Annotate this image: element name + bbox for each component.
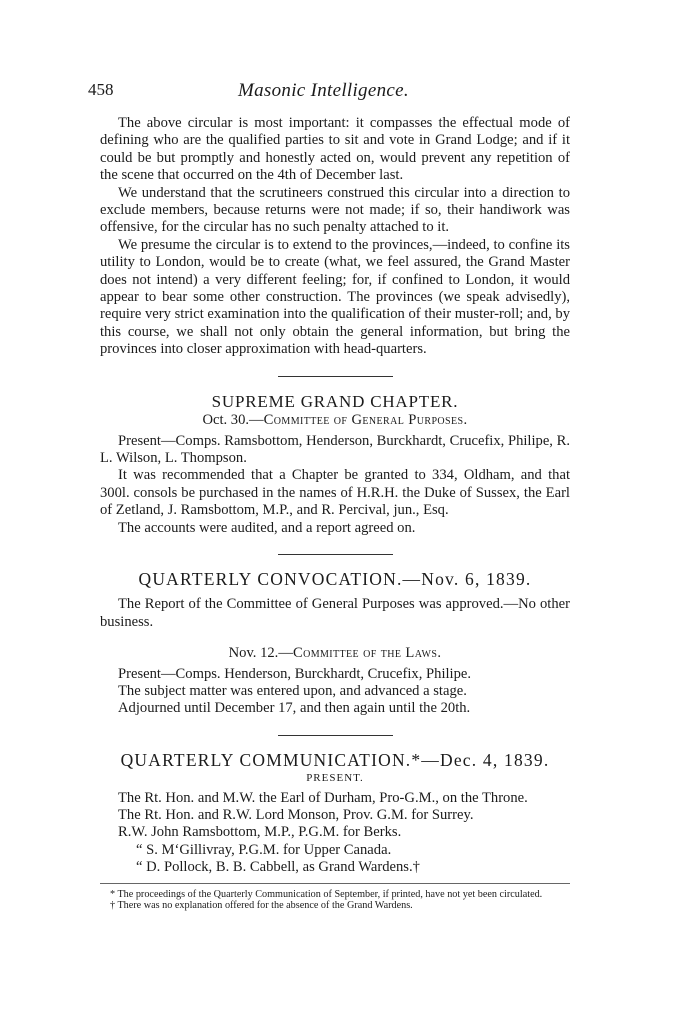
minute-line: The subject matter was entered upon, and advanced a stage. xyxy=(118,682,467,699)
paragraph: It was recommended that a Chapter be granted to 334, Oldham, and that 300l. consols be purchased in the names of H.R.H. the Duke of Sussex, the Earl of Zetland, J. Ramsbottom, M.P., and R. Percival, jun., Esq. xyxy=(100,467,570,519)
paragraph: Present—Comps. Ramsbottom, Henderson, Burckhardt, Crucefix, Philipe, R. L. Wilson, L. Thompson. xyxy=(100,432,570,466)
paragraph: We understand that the scrutineers construed this circular into a direction to exclude members, because returns were not made; if so, their handiwork was offensive, for the circular has no such penalty attached to it. xyxy=(100,184,570,236)
committee-name: Committee of General Purposes. xyxy=(263,412,468,429)
footnotes xyxy=(100,883,570,912)
paragraph: The accounts were audited, and a report agreed on. xyxy=(118,519,416,536)
section-date xyxy=(100,412,570,429)
attendee-line: “ D. Pollock, B. B. Cabbell, as Grand Wardens.† xyxy=(136,859,420,876)
section-divider xyxy=(278,376,393,377)
section-title: SUPREME GRAND CHAPTER. xyxy=(211,391,459,411)
attendee-line: “ S. M‘Gillivray, P.G.M. for Upper Canada. xyxy=(136,841,392,858)
page-body xyxy=(100,115,570,912)
minute-line: Adjourned until December 17, and then again until the 20th. xyxy=(118,700,471,717)
paragraph: The Report of the Committee of General Purposes was approved.—No other business. xyxy=(100,596,570,630)
committee-name: Committee of the Laws. xyxy=(292,645,442,662)
section-date xyxy=(100,645,570,662)
paragraph: We presume the circular is to extend to the provinces,—indeed, to confine its utility to London, would be to create (what, we feel assured, the Grand Master does not intend) a very different feeling; for, if confined to London, it would appear to bear some other construction. The provinces (we speak advisedly), require very strict examination into the qualification of their muster-roll; and, by this course, we shall not only obtain the general information, but bring the provinces into closer approximation with head-quarters. xyxy=(100,236,570,358)
attendee-line: The Rt. Hon. and R.W. Lord Monson, Prov. G.M. for Surrey. xyxy=(118,807,474,823)
page-header xyxy=(88,80,584,104)
footnote: * The proceedings of the Quarterly Communication of September, if printed, have not yet been circulated. xyxy=(110,888,543,900)
date-prefix: Oct. 30.— xyxy=(202,412,264,429)
section-title: QUARTERLY CONVOCATION.—Nov. 6, 1839. xyxy=(138,568,532,589)
footnote: † There was no explanation offered for the absence of the Grand Wardens. xyxy=(110,900,413,912)
present-label: PRESENT. xyxy=(306,772,364,785)
date-prefix: Nov. 12.— xyxy=(228,645,293,662)
attendee-line: R.W. John Ramsbottom, M.P., P.G.M. for Berks. xyxy=(118,824,402,841)
section-title: QUARTERLY COMMUNICATION.*—Dec. 4, 1839. xyxy=(120,749,550,770)
running-title: Masonic Intelligence. xyxy=(238,80,409,101)
page-number: 458 xyxy=(88,80,114,99)
minute-line: Present—Comps. Henderson, Burckhardt, Crucefix, Philipe. xyxy=(118,665,472,682)
section-divider xyxy=(278,735,393,736)
section-divider xyxy=(278,554,393,555)
paragraph: The above circular is most important: it compasses the effectual mode of defining who are the qualified parties to sit and vote in Grand Lodge; and if it could be but promptly and honestly acted on, would prevent any repetition of the scene that occurred on the 4th of December last. xyxy=(100,115,570,184)
attendee-line: The Rt. Hon. and M.W. the Earl of Durham, Pro-G.M., on the Throne. xyxy=(118,789,528,806)
